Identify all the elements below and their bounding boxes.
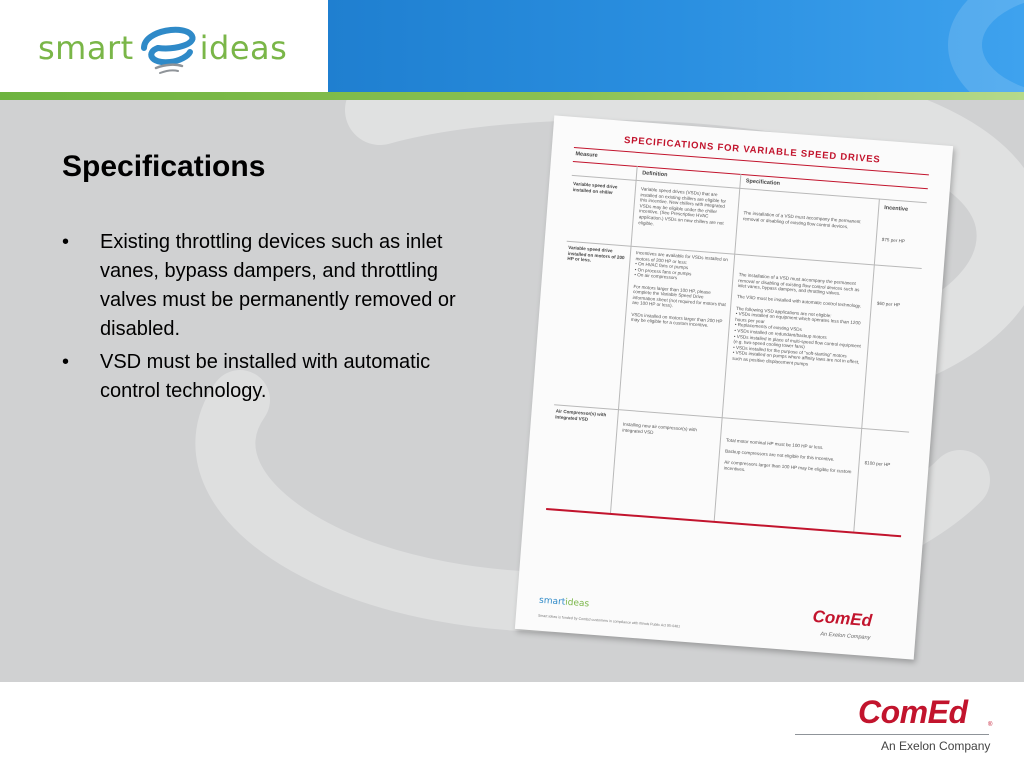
doc-logo-word-ideas: ideas (564, 597, 590, 610)
footer-rule (795, 734, 989, 735)
header-swirl-decoration (948, 0, 1024, 92)
row2-incentive: $60 per HP (876, 300, 901, 308)
row2-specification: The installation of a VSD must accompany the permanent removal or disabling of existing flow control devices such as inlet vanes, bypass dampers, and throttling valves. The VSD must be installed with automatic control technology. The following VSD applications are not eligible: • VSDs installed on equipment which operates less than 1200 hours per year • Replacements of existing VSDs • VSDs installed on redundant/backup motors • VSDs installed in place of multi-speed flow control equipment (e.g. two-speed cooling tower fans) • VSDs installed for the purpose of "soft-starting" motors • VSDs installed on pumps where affinity laws are not in effect, such as positive displacement pumps (732, 272, 862, 367)
exelon-tagline: An Exelon Company (881, 739, 991, 753)
bullet-text: VSD must be installed with automatic control technology. (100, 351, 431, 402)
bullet-item (62, 228, 482, 344)
spec-sheet-title: SPECIFICATIONS FOR VARIABLE SPEED DRIVES (623, 134, 881, 166)
column-header-incentive: Incentive (883, 205, 909, 213)
row3-measure: Air Compressor(s) with Integrated VSD (555, 408, 607, 422)
spec-sheet-page (515, 115, 953, 659)
slide-footer (0, 682, 1024, 768)
row2-measure: Variable speed drive installed on motors of 200 HP or less. (567, 244, 625, 263)
column-header-definition: Definition (641, 170, 668, 179)
doc-exelon-tagline: An Exelon Company (820, 631, 871, 642)
row3-definition: Installing new air compressor(s) with integrated VSD (622, 421, 698, 435)
table-bottom-rule (546, 508, 901, 537)
row1-specification: The installation of a VSD must accompany the permanent removal or disabling of existing flow control devices. (742, 210, 861, 229)
slide-title: Specifications (62, 150, 266, 183)
header-blue-band (328, 0, 1024, 92)
row2-definition: Incentives are available for VSDs installed on motors of 200 HP or less: • On HVAC fans or pumps • On process fans or pumps • On air compressors For motors larger than 100 HP, please complete the Variable Speed Drive information sheet (not required for motors that are 100 HP or less). VSDs installed on motors larger than 200 HP may be eligible for a custom incentive. (630, 250, 729, 328)
row3-incentive: $100 per HP (864, 460, 891, 468)
bullet-list (62, 228, 482, 410)
slide-header (0, 0, 1024, 92)
logo-panel (0, 0, 328, 92)
smart-ideas-logo (38, 20, 287, 76)
doc-logo-word-smart: smart (538, 595, 566, 608)
row3-specification: Total motor nominal HP must be 100 HP or less. Backup compressors are not eligible for this incentive. Air compressors larger than 100 HP may be eligible for custom incentives. (723, 437, 852, 475)
column-header-specification: Specification (745, 178, 781, 187)
bullet-item (62, 348, 482, 406)
header-green-rule (0, 92, 1024, 100)
column-divider (610, 166, 638, 513)
spec-sheet-thumbnail (498, 130, 918, 670)
logo-word-smart: smart (38, 29, 134, 67)
doc-comed-logo: ComEd (811, 606, 873, 631)
swirl-e-icon (136, 18, 198, 78)
bullet-marker: • (62, 351, 70, 373)
registered-mark: ® (988, 722, 993, 728)
slide-body (0, 100, 1024, 682)
logo-word-ideas: ideas (199, 29, 288, 67)
column-header-measure: Measure (575, 151, 598, 159)
bullet-text: Existing throttling devices such as inlet vanes, bypass dampers, and throttling valves must be permanently removed or disabled. (100, 231, 456, 340)
bullet-marker: • (62, 231, 70, 253)
comed-logo: ComEd (858, 694, 968, 730)
doc-smart-ideas-logo (539, 596, 590, 610)
doc-fine-print: Smart Ideas is funded by ComEd customers in compliance with Illinois Public Act 95-0481 (537, 613, 681, 629)
row1-definition: Variable speed drives (VSDs) that are installed on existing chillers are eligible for this incentive. New chillers with integrated VSDs may be eligible under the chiller incentive. (See Prescriptive HVAC application.) VSDs on new chillers are not eligible. (638, 186, 727, 226)
row1-incentive: $75 per HP (881, 236, 906, 244)
row1-measure: Variable speed drive installed on chiller (572, 181, 618, 195)
